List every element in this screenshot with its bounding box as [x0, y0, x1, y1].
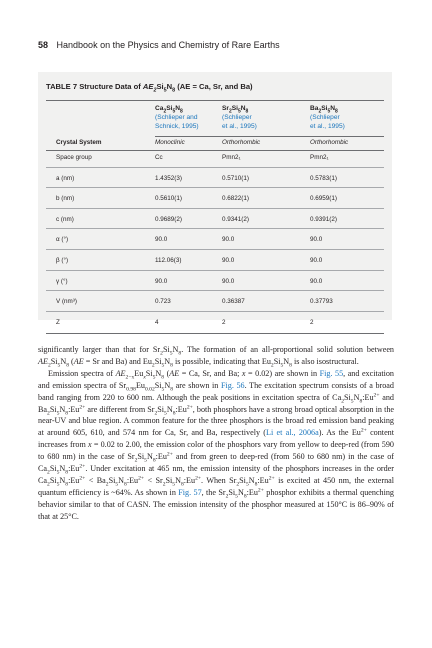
- table-cell: Cc: [155, 154, 163, 161]
- structure-data-table: [38, 72, 392, 326]
- table-cell: 90.0: [222, 277, 235, 285]
- row-label: a (nm): [56, 174, 75, 182]
- table-cell: 90.0: [310, 257, 323, 264]
- table-cell: 1.4352(3): [155, 174, 182, 182]
- row-label: Z: [56, 318, 60, 326]
- table-cell: 0.9689(2): [155, 215, 182, 223]
- table-cell: 0.6959(1): [310, 195, 337, 203]
- row-rule: [46, 228, 384, 229]
- table-cell: 90.0: [222, 236, 235, 244]
- table-caption: TABLE 7 Structure Data of $AE_2Si_5N_8$ (AE = Ca, Sr, and Ba): [46, 82, 253, 94]
- row-rule: [46, 187, 384, 188]
- table-cell: Pmn2₁: [310, 154, 329, 161]
- crystal-system-ba: Orthorhombic: [310, 139, 349, 146]
- table-cell: 0.9391(2): [310, 215, 337, 223]
- row-rule: [46, 290, 384, 291]
- row-label: V (nm³): [56, 298, 77, 306]
- table-cell: 4: [155, 318, 159, 326]
- crystal-system-sr: Orthorhombic: [222, 139, 261, 146]
- column-header-rule: [155, 136, 384, 137]
- running-header: [38, 40, 280, 50]
- table-top-rule: [46, 100, 384, 101]
- table-cell: 2: [310, 318, 314, 326]
- fig-57-link[interactable]: Fig. 57: [178, 487, 202, 497]
- table-cell: 0.37793: [310, 298, 333, 306]
- fig-56-link[interactable]: Fig. 56: [221, 380, 245, 390]
- table-cell: 90.0: [222, 257, 235, 264]
- table-cell: 0.5783(1): [310, 174, 337, 182]
- crystal-system-rule: [46, 150, 384, 151]
- row-rule: [46, 167, 384, 168]
- row-rule: [46, 270, 384, 271]
- row-label: α (°): [56, 236, 69, 244]
- column-header-ca: $Ca_2Si_5N_8$ (Schlieper and Schnick, 1995): [155, 105, 199, 130]
- table-cell: 2: [222, 318, 226, 326]
- crystal-system-label: Crystal System: [56, 139, 102, 146]
- table-cell: 90.0: [155, 236, 168, 244]
- row-rule: [46, 208, 384, 209]
- table-cell: 0.6822(1): [222, 195, 249, 203]
- table-cell: 90.0: [310, 277, 323, 285]
- column-header-ba: $Ba_2Si_5N_8$ (Schlieper et al., 1995): [310, 105, 345, 130]
- table-cell: 112.06(3): [155, 257, 182, 264]
- fig-55-link[interactable]: Fig. 55: [319, 368, 344, 378]
- table-cell: 0.5710(1): [222, 174, 249, 182]
- column-header-sr: $Sr_2Si_5N_8$ (Schlieper et al., 1995): [222, 105, 257, 130]
- crystal-system-ca: Monoclinic: [155, 139, 185, 146]
- table-cell: 0.36387: [222, 298, 245, 306]
- row-label: γ (°): [56, 277, 68, 285]
- row-rule: [46, 249, 384, 250]
- table-cell: 0.5610(1): [155, 195, 182, 203]
- paragraph-2: Emission spectra of $AE_{2-x}Eu_xSi_5N_8$ (AE = Ca, Sr, and Ba; x = 0.02) are shown in Fig. 55, and excitation and emission spectra of $Sr_{0.98}Eu_{0.02}Si_5N_8$ are shown in Fig. 56. The excitation spectrum consists of a broad band ranging from 220 to 600 nm. Although the peak positions in excitation spectra of $Ca_2Si_5N_8:Eu^{2+}$ and $Ba_2Si_5N_8:Eu^{2+}$ are different from $Sr_2Si_5N_8:Eu^{2+}$, both phosphors have a strong broad optical absorption in the near-UV and blue region. A common feature for the three phosphors is the broad red emission band peaking at around 605, 610, and 574 nm for Ca, Sr, and Ba, respectively (Li et al., 2006a). As the $Eu^{2+}$ content increases from x = 0.02 to 2.00, the emission color of the phosphors vary from yellow to deep-red (from 590 to 680 nm) in the case of $Sr_2Si_5N_8:Eu^{2+}$ and from green to deep-red (from 560 to 680 nm) in the case of $Ca_2Si_5N_8:Eu^{2+}$. Under excitation at 465 nm, the emission intensity of the phosphors increases in the order $Ca_2Si_5N_8:Eu^{2+}$ < $Ba_2Si_5N_8:Eu^{2+}$ < $Sr_2Si_5N_8:Eu^{2+}$. When $Sr_2Si_5N_8:Eu^{2+}$ is excited at 450 nm, the external quantum efficiency is ~64%. As shown in Fig. 57, the $Sr_2Si_5N_8:Eu^{2+}$ phosphor exhibits a thermal quenching behavior similar to that of CASN. The emission intensity of the phosphor measured at 150°C is 86–90% of that at 25°C.: [38, 368, 395, 521]
- row-label: β (°): [56, 257, 69, 264]
- row-rule: [46, 311, 384, 312]
- table-cell: 90.0: [310, 236, 323, 244]
- table-cell: 0.9341(2): [222, 215, 249, 223]
- page-number: 58: [38, 40, 49, 50]
- running-title: Handbook on the Physics and Chemistry of Rare Earths: [56, 40, 280, 50]
- table-cell: Pmn2₁: [222, 154, 241, 161]
- row-label: c (nm): [56, 215, 74, 223]
- li-2006a-citation-link[interactable]: Li et al., 2006a: [266, 428, 319, 438]
- row-label: b (nm): [56, 195, 75, 203]
- table-cell: 0.723: [155, 298, 171, 306]
- paragraph-1: significantly larger than that for $Sr_2Si_5N_8$. The formation of an all-proportional solid solution between $AE_2Si_5N_8$ (AE = Sr and Ba) and $Eu_2Si_5N_8$ is possible, indicating that $Eu_2Si_5N_8$ is also isostructural.: [38, 345, 394, 369]
- table-bottom-rule: [46, 333, 384, 334]
- row-label: Space group: [56, 154, 92, 161]
- body-text: [38, 344, 394, 523]
- table-cell: 90.0: [155, 277, 168, 285]
